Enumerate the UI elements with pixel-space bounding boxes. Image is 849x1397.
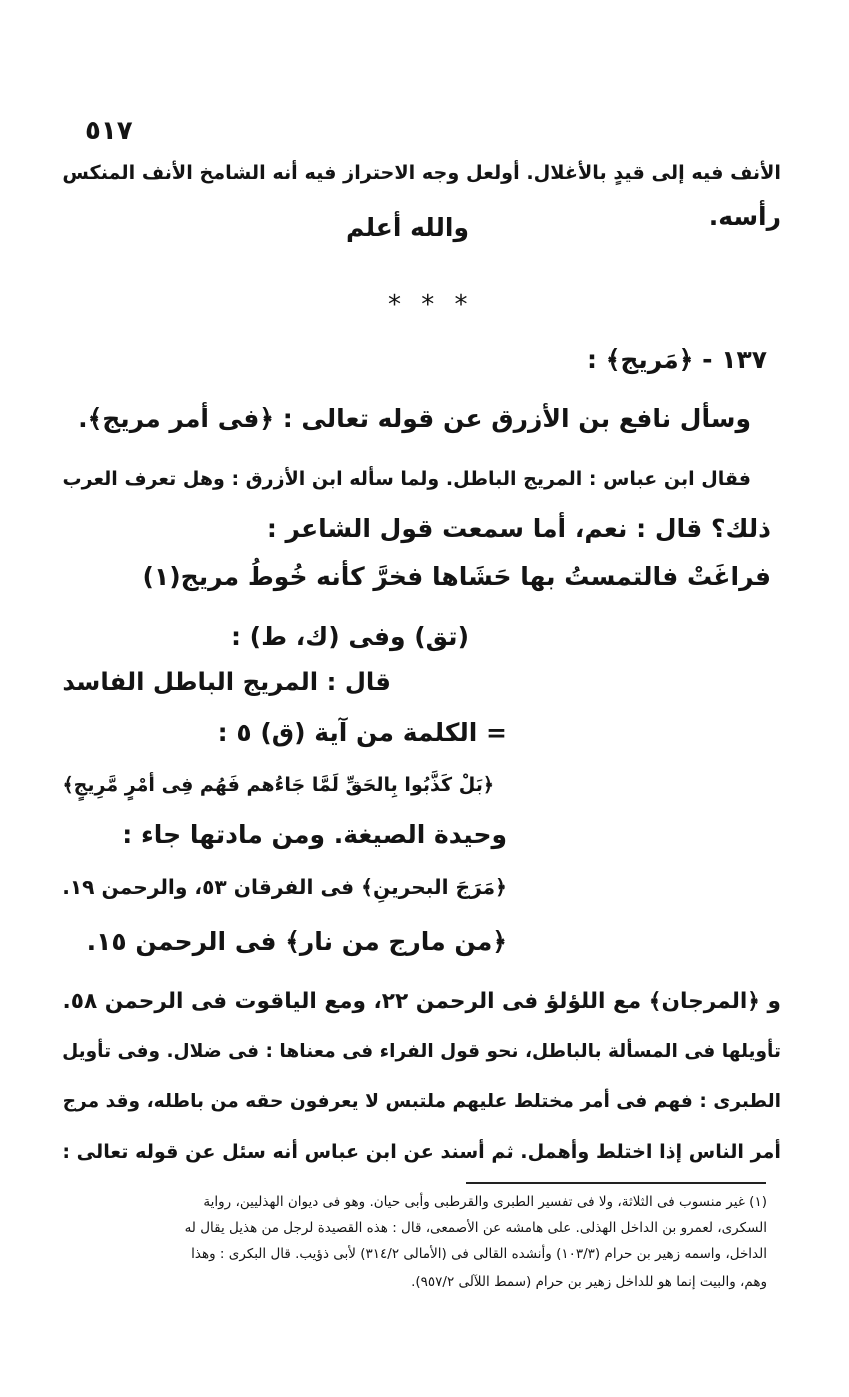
body-line: والله أعلم bbox=[345, 213, 469, 242]
body-line: (تق) وفى (ك، ط) : bbox=[230, 622, 469, 651]
page-number: ٥١٧ bbox=[85, 116, 133, 146]
body-line: تأويلها فى المسألة بالباطل، نحو قول الفراء فى معناها : فى ضلال. وفى تأويل bbox=[62, 1041, 781, 1062]
entry-heading: ١٣٧ - ﴿مَريج﴾ : bbox=[587, 345, 767, 374]
quran-verse: ﴿بَلْ كَذَّبُوا بِالحَقِّ لَمَّا جَاءُهم فَهُم فِى أمْرٍ مَّرِيجٍ﴾ bbox=[62, 774, 494, 796]
body-line: وسأل نافع بن الأزرق عن قوله تعالى : ﴿فى أمر مريج﴾. bbox=[78, 404, 751, 433]
body-line: قال : المريج الباطل الفاسد bbox=[62, 667, 391, 696]
footnote-line: وهم، والبيت إنما هو للداخل زهير بن حرام (سمط اللآلى ٩٥٧/٢). bbox=[411, 1274, 767, 1290]
body-line: رأسه. bbox=[708, 202, 781, 231]
footnote-line: (١) غير منسوب فى الثلاثة، ولا فى تفسير الطبرى والقرطبى وأبى حيان. وهو فى ديوان الهذليين، رواية bbox=[203, 1194, 767, 1210]
footnote-line: الداخل، واسمه زهير بن حرام (١٠٣/٣) وأنشده القالى فى (الأمالى ٣١٤/٢) لأبى ذؤيب. قال البكرى : وهذا bbox=[191, 1246, 767, 1262]
poetry-verse: فراغَتْ فالتمستُ بها حَشَاها فخرَّ كأنه خُوطُ مريج(١) bbox=[142, 562, 771, 591]
body-line: أمر الناس إذا اختلط وأهمل. ثم أسند عن ابن عباس أنه سئل عن قوله تعالى : bbox=[62, 1140, 781, 1163]
body-line: ﴿من مارج من نار﴾ فى الرحمن ١٥. bbox=[86, 927, 507, 956]
body-line: الأنف فيه إلى قيدٍ بالأغلال. أولعل وجه الاحتراز فيه أنه الشامخ الأنف المنكس bbox=[62, 161, 781, 184]
body-line: = الكلمة من آية (ق) ٥ : bbox=[217, 718, 507, 747]
footnote-line: السكرى، لعمرو بن الداخل الهذلى. على هامشه عن الأصمعى، قال : هذه القصيدة لرجل من هذيل يقال له bbox=[184, 1220, 767, 1236]
body-line: فقال ابن عباس : المريج الباطل. ولما سأله ابن الأزرق : وهل تعرف العرب bbox=[62, 468, 751, 490]
footnote-rule bbox=[466, 1182, 766, 1184]
body-line: ﴿مَرَجَ البحرينِ﴾ فى الفرقان ٥٣، والرحمن ١٩. bbox=[62, 875, 507, 899]
section-separator: * * * bbox=[388, 290, 474, 320]
body-line: و ﴿المرجان﴾ مع اللؤلؤ فى الرحمن ٢٢، ومع الياقوت فى الرحمن ٥٨. bbox=[62, 989, 781, 1014]
body-line: وحيدة الصيغة. ومن مادتها جاء : bbox=[122, 820, 507, 849]
body-line: ذلك؟ قال : نعم، أما سمعت قول الشاعر : bbox=[266, 514, 771, 543]
body-line: الطبرى : فهم فى أمر مختلط عليهم ملتبس لا يعرفون حقه من باطله، وقد مرج bbox=[62, 1091, 781, 1112]
